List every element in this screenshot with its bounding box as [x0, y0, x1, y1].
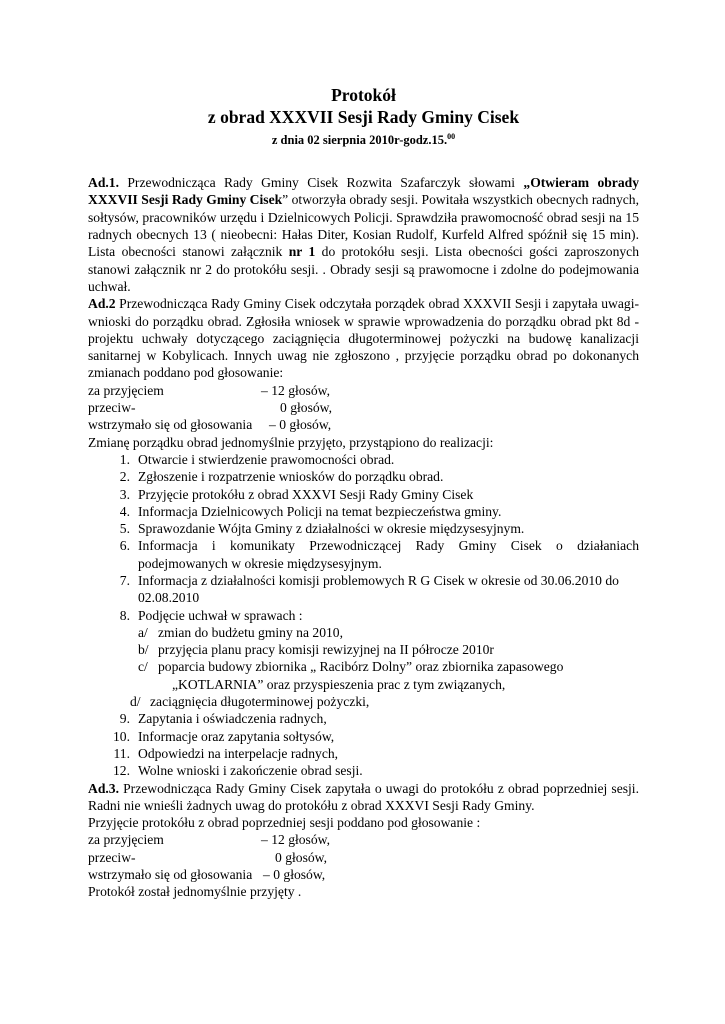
- vote-value: – 0 głosów,: [269, 417, 332, 433]
- vote-label: wstrzymało się od głosowania: [88, 417, 253, 433]
- agenda-number: 8.: [119, 607, 130, 623]
- agenda-text: Odpowiedzi na interpelacje radnych,: [138, 745, 339, 761]
- ad3-label: Ad.3.: [88, 780, 119, 796]
- vote-label: przeciw-: [88, 849, 136, 865]
- ad3-closing: Protokół został jednomyślnie przyjęty .: [88, 884, 302, 900]
- agenda-text: Wolne wnioski i zakończenie obrad sesji.: [138, 763, 363, 779]
- ad1-bold-2: nr 1: [288, 244, 316, 260]
- agenda-number: 6.: [119, 538, 130, 554]
- doc-date-sup: 00: [447, 132, 456, 141]
- list-item: [88, 572, 639, 607]
- sub-label: c/: [138, 659, 148, 675]
- agenda-text: Zapytania i oświadczenia radnych,: [138, 711, 327, 727]
- sub-item: [130, 641, 639, 658]
- list-item: [88, 451, 639, 468]
- sub-text: zmian do budżetu gminy na 2010,: [158, 624, 343, 640]
- list-item: [88, 486, 639, 503]
- list-item: [88, 503, 639, 520]
- doc-body: [88, 174, 639, 900]
- list-item: [88, 520, 639, 537]
- ad2-votes: [88, 382, 639, 434]
- list-item: [88, 710, 639, 727]
- agenda-number: 2.: [119, 469, 130, 485]
- sub-text: „KOTLARNIA” oraz przyspieszenia prac z tym związanych,: [172, 676, 506, 692]
- agenda-sublist: [88, 624, 639, 710]
- ad3-paragraph: [88, 780, 639, 815]
- list-item: [88, 537, 639, 572]
- agenda-number: 10.: [113, 728, 130, 744]
- list-item: [88, 607, 639, 624]
- vote-row: [88, 382, 639, 399]
- vote-label: za przyjęciem: [88, 382, 164, 398]
- agenda-text: Informacje oraz zapytania sołtysów,: [138, 728, 335, 744]
- doc-date-text: z dnia 02 sierpnia 2010r-godz.15.: [271, 133, 448, 148]
- agenda-list-2: [88, 710, 639, 779]
- agenda-text: Podjęcie uchwał w sprawach :: [138, 607, 303, 623]
- agenda-list: [88, 451, 639, 624]
- agenda-number: 3.: [119, 486, 130, 502]
- vote-value: – 12 głosów,: [261, 832, 330, 848]
- agenda-text: Informacja i komunikaty Przewodniczącej Rady Gminy Cisek o działaniach podejmowanych w okresie międzysesyjnym.: [138, 538, 639, 571]
- list-item: [88, 762, 639, 779]
- list-item: [88, 745, 639, 762]
- ad1-text-3: do protokółu sesji. Lista obecności gości zaproszonych stanowi załącznik nr 2 do protokółu sesji. . Obrady sesji są prawomocne i zdolne do podejmowania uchwał.: [88, 244, 640, 294]
- agenda-text: Informacja z działalności komisji problemowych R G Cisek w okresie od 30.06.2010 do 02.08.2010: [138, 572, 619, 606]
- ad2-paragraph: [88, 295, 639, 381]
- sub-item: [130, 676, 639, 693]
- ad1-text-2: ” otworzyła obrady sesji. Powitała wszystkich obecnych radnych, sołtysów, pracowników urzędu i Dzielnicowych Policji. Sprawdziła prawomocność obrad sesji na 15 radnych obecnych 13 ( nieobecni: Hałas Diter, Kosian Rudolf, Kurfeld Alfred spóźnił się 15 min). Lista obecności stanowi załącznik: [88, 192, 639, 260]
- ad1-bold-1: „Otwieram obrady XXXVII Sesji Rady Gminy Cisek: [88, 175, 639, 208]
- ad2-text: Przewodnicząca Rady Gminy Cisek odczytała porządek obrad XXXVII Sesji i zapytała uwagi-wnioski do porządku obrad. Zgłosiła wniosek w sprawie wprowadzenia do porządku obrad pkt 8d - projektu uchwały dotyczącego zaciągnięcia długoterminowej pożyczki na budowę kanalizacji sanitarnej w Kobylicach. Innych uwag nie zgłoszono , przyjęcie porządku obrad po dokonanych zmianach poddano pod głosowanie:: [88, 296, 639, 381]
- agenda-text: Otwarcie i stwierdzenie prawomocności obrad.: [138, 451, 395, 467]
- vote-label: za przyjęciem: [88, 832, 164, 848]
- vote-value: 0 głosów,: [275, 849, 327, 865]
- vote-label: przeciw-: [88, 400, 136, 416]
- agenda-number: 9.: [119, 711, 130, 727]
- document-page: [88, 84, 639, 901]
- ad1-text-1: Przewodnicząca Rady Gminy Cisek Rozwita Szafarczyk słowami: [118, 175, 524, 191]
- ad3-text: Przewodnicząca Rady Gminy Cisek zapytała o uwagi do protokółu z obrad poprzedniej sesji. Radni nie wnieśli żadnych uwag do protokółu z obrad XXXVI Sesji Rady Gminy.: [88, 780, 639, 813]
- ad1-label: Ad.1.: [88, 175, 119, 191]
- vote-label: wstrzymało się od głosowania: [88, 867, 253, 883]
- agenda-text: Informacja Dzielnicowych Policji na temat bezpieczeństwa gminy.: [138, 503, 502, 519]
- sub-item: [130, 624, 639, 641]
- agenda-number: 11.: [113, 745, 130, 761]
- list-item: [88, 468, 639, 485]
- sub-item: [130, 658, 639, 675]
- vote-value: – 12 głosów,: [261, 382, 330, 398]
- ad2-after: Zmianę porządku obrad jednomyślnie przyjęto, przystąpiono do realizacji:: [88, 434, 494, 450]
- agenda-number: 12.: [113, 763, 130, 779]
- agenda-text: Zgłoszenie i rozpatrzenie wniosków do porządku obrad.: [138, 469, 444, 485]
- list-item: [88, 728, 639, 745]
- vote-value: 0 głosów,: [280, 400, 332, 416]
- vote-value: – 0 głosów,: [263, 867, 326, 883]
- sub-label: d/: [130, 694, 141, 710]
- sub-label: a/: [138, 624, 148, 640]
- sub-item: [130, 693, 639, 710]
- ad1-paragraph: [88, 174, 639, 295]
- vote-row: [88, 399, 639, 416]
- ad2-label: Ad.2: [88, 296, 116, 312]
- agenda-text: Przyjęcie protokółu z obrad XXXVI Sesji Rady Gminy Cisek: [138, 486, 474, 502]
- sub-label: b/: [138, 642, 149, 658]
- agenda-number: 7.: [119, 572, 130, 588]
- doc-title: Protokół: [331, 85, 396, 105]
- vote-row: [88, 831, 639, 848]
- doc-date: [88, 129, 639, 148]
- sub-text: zaciągnięcia długoterminowej pożyczki,: [150, 694, 370, 710]
- agenda-number: 1.: [119, 451, 130, 467]
- vote-row: [88, 849, 639, 866]
- agenda-number: 4.: [119, 503, 130, 519]
- agenda-number: 5.: [119, 521, 130, 537]
- vote-row: [88, 866, 639, 883]
- sub-text: poparcia budowy zbiornika „ Racibórz Dolny” oraz zbiornika zapasowego: [158, 659, 564, 675]
- vote-row: [88, 416, 639, 433]
- sub-text: przyjęcia planu pracy komisji rewizyjnej na II półrocze 2010r: [158, 642, 494, 658]
- ad3-line2: Przyjęcie protokółu z obrad poprzedniej sesji poddano pod głosowanie :: [88, 815, 481, 831]
- doc-subtitle: z obrad XXXVII Sesji Rady Gminy Cisek: [207, 107, 520, 127]
- agenda-text: Sprawozdanie Wójta Gminy z działalności w okresie międzysesyjnym.: [138, 521, 525, 537]
- ad3-votes: [88, 831, 639, 883]
